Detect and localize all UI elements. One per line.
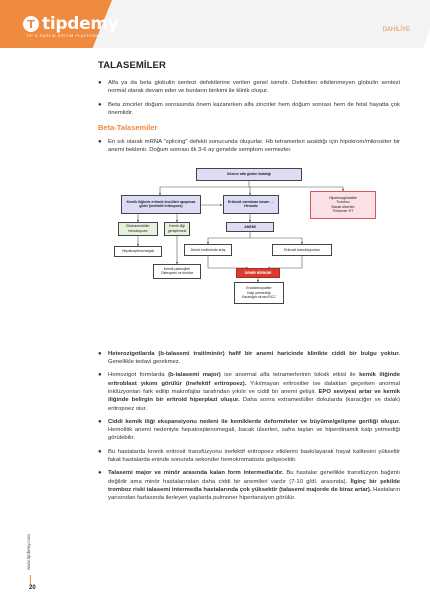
list-item (98, 138, 400, 155)
beta-intro-list (98, 138, 400, 155)
bullet-icon: ● (98, 470, 102, 477)
footer-url[interactable] (26, 530, 34, 570)
header-gray-shape (93, 0, 430, 48)
details-list (98, 350, 400, 503)
list-item: ● Homozigot formlarda (b-talasemi major) ise anormal alfa tetramerlerinin toksik etkisi ile kemik iliğinde eritroblast yıkımı görülür (inefektif eritropoez). Yıkılmayan eritrositler ise dalaktan geçerken anormal inklüzyonları fark edilip makrofajlar tarafından yıkılır ve ciddi bir anemi gelişir. EPO seviyesi artar ve kemik iliğinde belirgin bir eritroid hiperplazi oluşur. Daha sonra extramedüller dokularda (karaciğer ve dalak) eritropoez olur. (98, 372, 400, 412)
node-transfusions: Eritrosit transfüzyonları (272, 244, 332, 256)
list-item: ● Bu hastalarda kronik eritrosit transfüzyonu inefektif eritropoez etkilerini baskılayarak hayat kalitesini yükseltir fakat hastalarda eninde sonunda sekonder hemokromatozis gelişecektir. (98, 448, 400, 464)
node-membrane-damage: Eritrosit membran hasarı → Hemoliz (223, 195, 279, 214)
brand-tagline: TIP & SAĞLIK EĞİTİM PLATFORMU (26, 34, 104, 38)
footer-url-text[interactable]: www.tipdemy.com (26, 534, 31, 570)
bullet-icon: ● (98, 448, 102, 455)
bullet-icon: ● (98, 101, 102, 108)
pathophysiology-diagram (98, 160, 400, 338)
node-anemia: ANEMİ (226, 222, 274, 232)
page-title: TALASEMİLER (98, 60, 166, 71)
node-marrow-expansion: Kemik iliği genişlemesi (164, 222, 190, 236)
bullet-icon: ● (98, 372, 102, 379)
page-content (98, 60, 400, 508)
node-organ-damage: Endokrinopatiler Kalp yetmezliği Karaciğer sirozu/HCC (234, 282, 284, 304)
bullet-icon: ● (98, 80, 102, 86)
section-label: DAHİLİYE (382, 27, 410, 33)
node-hypercoagulability: Hiperkoagülabilite Tromboz Bacak ülserleri Pulmoner HT (310, 191, 376, 219)
header-band (0, 0, 430, 48)
node-iron-absorption: Demir emiliminde artış (184, 244, 232, 256)
page-number: 20 (29, 585, 36, 591)
bullet-icon: ● (98, 350, 102, 357)
node-extramedullary: Ekstramedüller hematopoez (118, 222, 158, 236)
list-item-text: Beta zincirler doğum sonrasında önem kazanırken alfa zincirler hem doğum sonrası hem de fetal hayatta çok önemlidir. (108, 101, 400, 116)
list-item: ● Heterozigotlarda (b-talasemi trait/minör) hafif bir anemi haricinde klinikte ciddi bir bulgu yoktur. Genellikle tedavi gerekmez. (98, 350, 400, 366)
bullet-icon: ● (98, 418, 102, 425)
intro-list (98, 79, 400, 117)
footer-divider (30, 575, 31, 585)
brand-name: tipdemy (42, 14, 119, 34)
node-ineffective-erythropoiesis: Kemik iliğinde eritroid öncülleri apoptoza gider (inefektif eritropoez) (121, 195, 201, 214)
node-alpha-excess: Görece alfa globin fazlalığı (196, 168, 302, 181)
list-item (98, 101, 400, 118)
node-bone-pathology: Kemik patolojileri Osteopeni ve kırıklar (153, 264, 201, 279)
section-heading: Beta-Talasemiler (98, 123, 158, 133)
list-item-text: Alfa ya da beta globulin sentezi defektlerine verilen genel isimdir. Defektten etkilenmeyen globulin sentezi normal olarak devam eder ve bunların birikimi ile klinik oluşur. (108, 80, 400, 95)
node-iron-overload: DEMİR BİRİKİMİ (236, 268, 280, 278)
list-item (98, 79, 400, 96)
node-hepatosplenomegaly: Hepatosplenomegali (114, 246, 162, 257)
list-item: ● Talasemi major ve minör arasında kalan form intermedia'dır. Bu hastalar genellikle transfüzyon bağımlı değildir ama minör hastalarından daha ciddi bir anemileri vardır (7-10 g/dl. arasında). İlginç bir şekilde tromboz riski talasemi intermedia hastalarında çok yüksektir (talasemi majorde de biraz artar). Hastaların yarısından fazlasında ilerleyen yaşlarda pulmoner hipertansiyon görülür. (98, 470, 401, 502)
logo-mark-icon: T (23, 16, 39, 32)
list-item: ● Ciddi kemik iliği ekspansiyonu nedeni ile kemiklerde deformiteler ve büyüme/gelişme geriliği oluşur. Hemolitik anemi nedeniyle hepatosplenomegali, bacak ülserleri, safra taşları ve hiperdinamik kalp yetmediği görülebilir. (98, 418, 400, 442)
list-item-text: En sık olarak mRNA "splicing" defekti sonucunda oluşurlar. Hb tetramerleri azaldığı için hipokrom/mikrositer bir anemi beklenir. Doğum sonrası ilk 3-6 ay genelde semptom vermezler. (108, 139, 400, 154)
brand-logo (23, 14, 119, 34)
bullet-icon: ● (98, 139, 102, 146)
